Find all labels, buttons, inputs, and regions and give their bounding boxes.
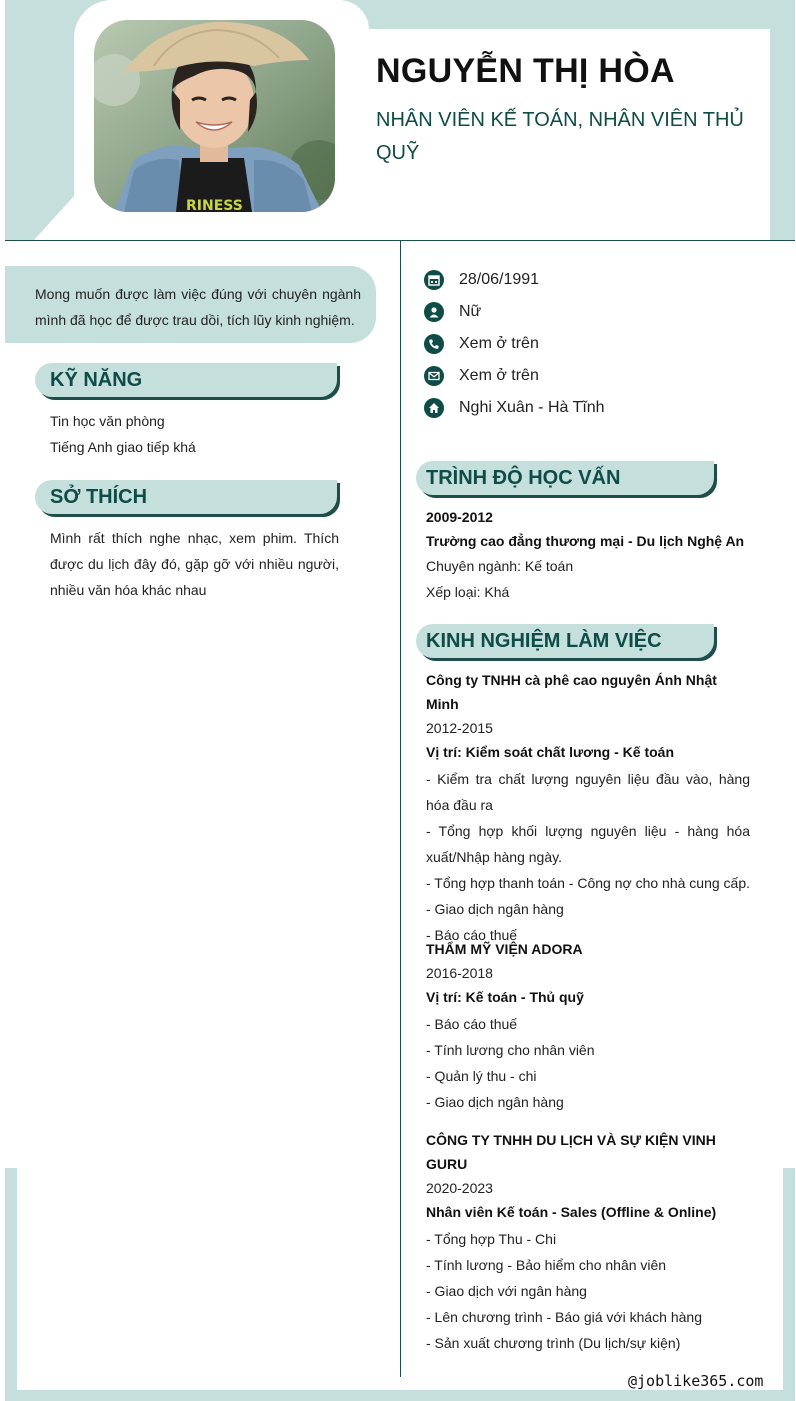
calendar-icon xyxy=(424,270,444,290)
candidate-name: NGUYỄN THỊ HÒA xyxy=(376,52,675,90)
list-item: Tiếng Anh giao tiếp khá xyxy=(50,439,196,455)
contact-email xyxy=(424,360,605,392)
profile-photo xyxy=(94,20,335,212)
job-duty: - Tổng hợp thanh toán - Công nợ cho nhà cung cấp. xyxy=(426,875,750,891)
address-value: Nghi Xuân - Hà Tĩnh xyxy=(459,399,605,416)
column-divider xyxy=(400,241,401,1377)
skills-list xyxy=(50,408,196,460)
header-notch xyxy=(34,196,74,240)
job-company: CÔNG TY TNHH DU LỊCH VÀ SỰ KIỆN VINH GURU xyxy=(426,1132,716,1172)
phone-value: Xem ở trên xyxy=(459,335,539,352)
experience-job-3 xyxy=(426,1128,750,1356)
education-heading: TRÌNH ĐỘ HỌC VẤN xyxy=(416,461,714,495)
svg-text:RINESS: RINESS xyxy=(186,198,243,212)
phone-icon xyxy=(424,334,444,354)
contact-phone xyxy=(424,328,605,360)
hobbies-heading: SỞ THÍCH xyxy=(35,480,337,514)
home-icon xyxy=(424,398,444,418)
profile-photo-illustration xyxy=(94,20,335,212)
job-position: Nhân viên Kế toán - Sales (Offline & Online) xyxy=(426,1204,717,1220)
experience-job-1 xyxy=(426,668,750,948)
contact-address xyxy=(424,392,605,424)
job-duty: - Quản lý thu - chi xyxy=(426,1068,537,1084)
career-objective-text: Mong muốn được làm việc đúng với chuyên ngành mình đã học để được trau dồi, tích lũy kinh nghiệm. xyxy=(35,286,361,328)
job-duty: - Giao dịch ngân hàng xyxy=(426,1094,564,1110)
job-duty: - Giao dịch ngân hàng xyxy=(426,901,564,917)
job-years: 2016-2018 xyxy=(426,965,493,981)
job-duty: - Báo cáo thuế xyxy=(426,1016,518,1032)
watermark: @joblike365.com xyxy=(628,1372,764,1390)
gender-value: Nữ xyxy=(459,303,482,320)
job-duty: - Tính lương - Bảo hiểm cho nhân viên xyxy=(426,1257,667,1273)
contact-info xyxy=(424,264,605,424)
experience-job-2 xyxy=(426,937,750,1115)
email-value: Xem ở trên xyxy=(459,367,539,384)
job-position: Vị trí: Kiểm soát chất lương - Kế toán xyxy=(426,744,675,760)
job-duty: - Tính lương cho nhân viên xyxy=(426,1042,595,1058)
job-company: Công ty TNHH cà phê cao nguyên Ánh Nhật Minh xyxy=(426,672,717,712)
list-item: Tin học văn phòng xyxy=(50,413,165,429)
job-title: NHÂN VIÊN KẾ TOÁN, NHÂN VIÊN THỦ QUỸ xyxy=(376,109,744,164)
contact-birthday xyxy=(424,264,605,296)
envelope-icon xyxy=(424,366,444,386)
contact-gender xyxy=(424,296,605,328)
job-duty: - Giao dịch với ngân hàng xyxy=(426,1283,587,1299)
education-section xyxy=(426,505,750,605)
experience-heading: KINH NGHIỆM LÀM VIỆC xyxy=(416,624,714,658)
job-duty: - Báo cáo thuế xyxy=(426,927,518,943)
hobbies-text: Mình rất thích nghe nhạc, xem phim. Thích được du lịch đây đó, gặp gỡ với nhiều người, nhiều văn hóa khác nhau xyxy=(50,530,339,598)
skills-heading: KỸ NĂNG xyxy=(35,363,337,397)
job-duty: - Tổng hợp Thu - Chi xyxy=(426,1231,557,1247)
person-icon xyxy=(424,302,444,322)
job-company: THẨM MỸ VIỆN ADORA xyxy=(426,941,583,957)
career-objective-box xyxy=(5,266,376,343)
job-position: Vị trí: Kế toán - Thủ quỹ xyxy=(426,989,584,1005)
education-school: Trường cao đẳng thương mại - Du lịch Nghệ An xyxy=(426,533,745,549)
job-years: 2012-2015 xyxy=(426,720,493,736)
birthday-value: 28/06/1991 xyxy=(459,271,540,288)
job-duty: - Sản xuất chương trình (Du lịch/sự kiện) xyxy=(426,1335,681,1351)
job-years: 2020-2023 xyxy=(426,1180,493,1196)
job-duty: - Tổng hợp khối lượng nguyên liệu - hàng hóa xuất/Nhập hàng ngày. xyxy=(426,823,750,865)
education-major: Chuyên ngành: Kế toán xyxy=(426,558,574,574)
job-duty: - Kiểm tra chất lượng nguyên liệu đầu vào, hàng hóa đầu ra xyxy=(426,771,750,813)
education-grade: Xếp loại: Khá xyxy=(426,584,510,600)
education-years: 2009-2012 xyxy=(426,509,493,525)
job-duty: - Lên chương trình - Báo giá với khách hàng xyxy=(426,1309,703,1325)
